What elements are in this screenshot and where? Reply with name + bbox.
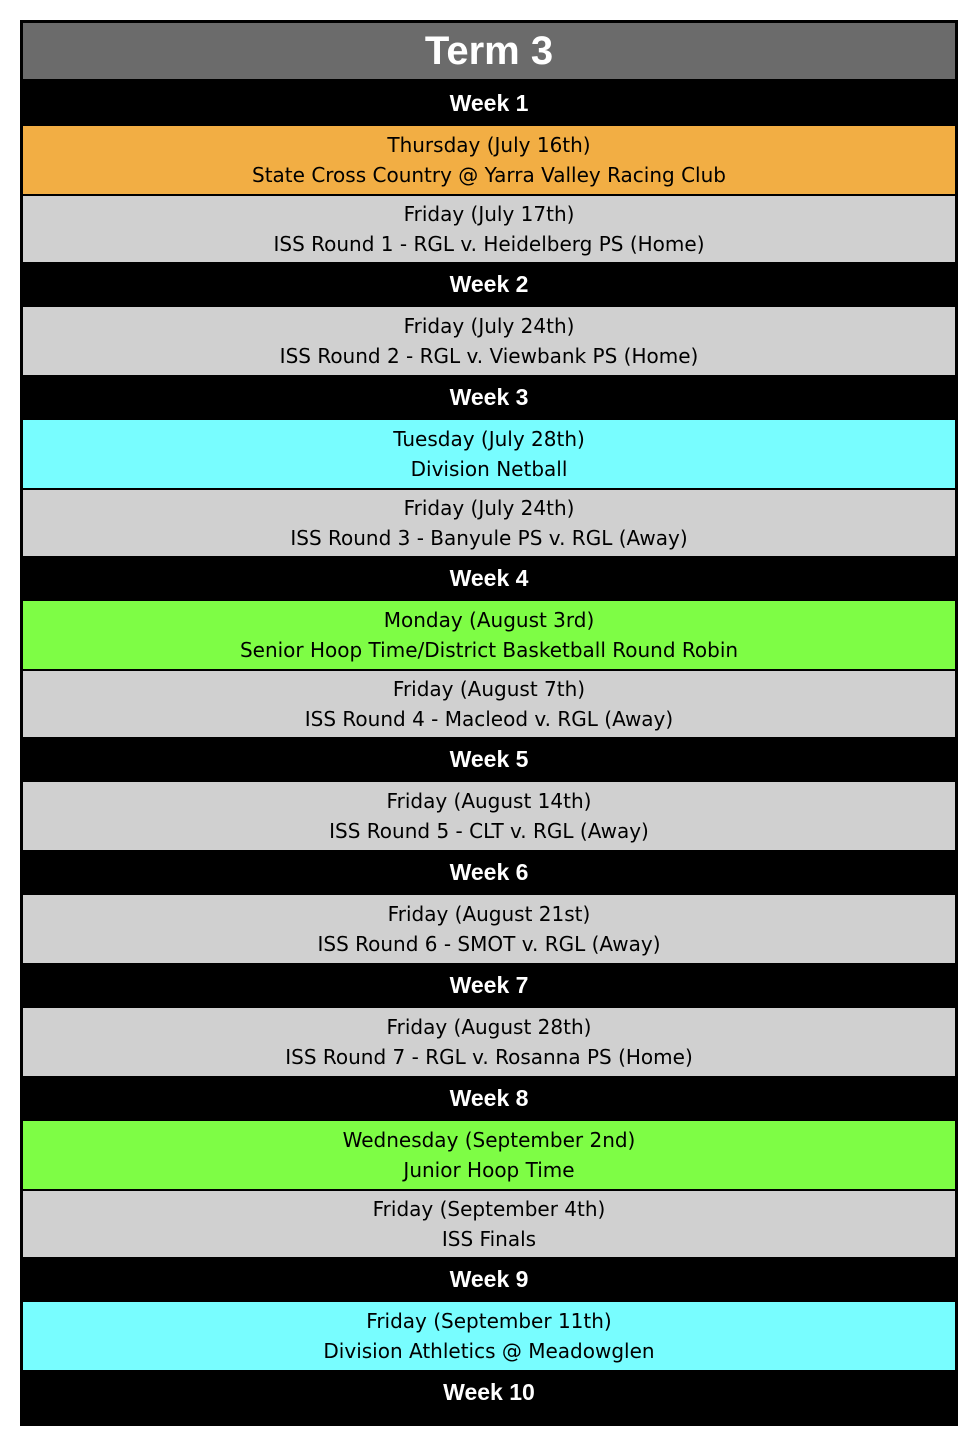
event-description: ISS Round 6 - SMOT v. RGL (Away) <box>317 932 661 956</box>
event-date: Friday (July 17th) <box>403 202 575 226</box>
event-row <box>23 782 955 850</box>
event-date: Monday (August 3rd) <box>383 608 595 632</box>
week-header: Week 7 <box>23 963 955 1008</box>
event-date: Friday (August 7th) <box>392 677 586 701</box>
event-description: State Cross Country @ Yarra Valley Racing Club <box>252 163 726 187</box>
event-description: Division Netball <box>410 457 568 481</box>
event-description: ISS Finals <box>441 1227 537 1251</box>
week-header: Week 9 <box>23 1257 955 1302</box>
term-title: Term 3 <box>23 23 955 81</box>
event-description: Division Athletics @ Meadowglen <box>323 1339 655 1363</box>
event-date: Thursday (July 16th) <box>387 133 591 157</box>
event-date: Friday (August 28th) <box>386 1015 592 1039</box>
event-date: Friday (August 14th) <box>386 789 592 813</box>
week-header: Week 1 <box>23 81 955 126</box>
week-header: Week 4 <box>23 556 955 601</box>
event-date: Friday (August 21st) <box>387 902 591 926</box>
event-description: ISS Round 5 - CLT v. RGL (Away) <box>329 819 649 843</box>
event-row <box>23 126 955 194</box>
week-header: Week 5 <box>23 737 955 782</box>
event-row <box>23 420 955 488</box>
event-date: Friday (July 24th) <box>403 496 575 520</box>
week-header: Week 10 <box>23 1370 955 1415</box>
event-date: Friday (July 24th) <box>403 314 575 338</box>
event-date: Friday (September 11th) <box>366 1309 612 1333</box>
event-row <box>23 1302 955 1370</box>
event-date: Tuesday (July 28th) <box>393 427 585 451</box>
event-description: ISS Round 4 - Macleod v. RGL (Away) <box>304 707 674 731</box>
event-row <box>23 895 955 963</box>
schedule-rows <box>23 81 955 1415</box>
term-schedule-table <box>20 20 958 1426</box>
event-row <box>23 488 955 556</box>
event-date: Wednesday (September 2nd) <box>342 1128 636 1152</box>
event-row <box>23 1121 955 1189</box>
event-row <box>23 669 955 737</box>
event-row <box>23 194 955 262</box>
event-description: ISS Round 3 - Banyule PS v. RGL (Away) <box>290 526 688 550</box>
event-description: ISS Round 2 - RGL v. Viewbank PS (Home) <box>279 344 699 368</box>
event-description: ISS Round 1 - RGL v. Heidelberg PS (Home) <box>273 232 705 256</box>
event-description: Senior Hoop Time/District Basketball Round Robin <box>239 638 739 662</box>
event-row <box>23 307 955 375</box>
event-row <box>23 601 955 669</box>
week-header: Week 3 <box>23 375 955 420</box>
event-description: Junior Hoop Time <box>403 1158 575 1182</box>
week-header: Week 6 <box>23 850 955 895</box>
event-description: ISS Round 7 - RGL v. Rosanna PS (Home) <box>285 1045 693 1069</box>
week-header: Week 8 <box>23 1076 955 1121</box>
event-date: Friday (September 4th) <box>372 1197 606 1221</box>
event-row <box>23 1189 955 1257</box>
event-row <box>23 1008 955 1076</box>
week-header: Week 2 <box>23 262 955 307</box>
